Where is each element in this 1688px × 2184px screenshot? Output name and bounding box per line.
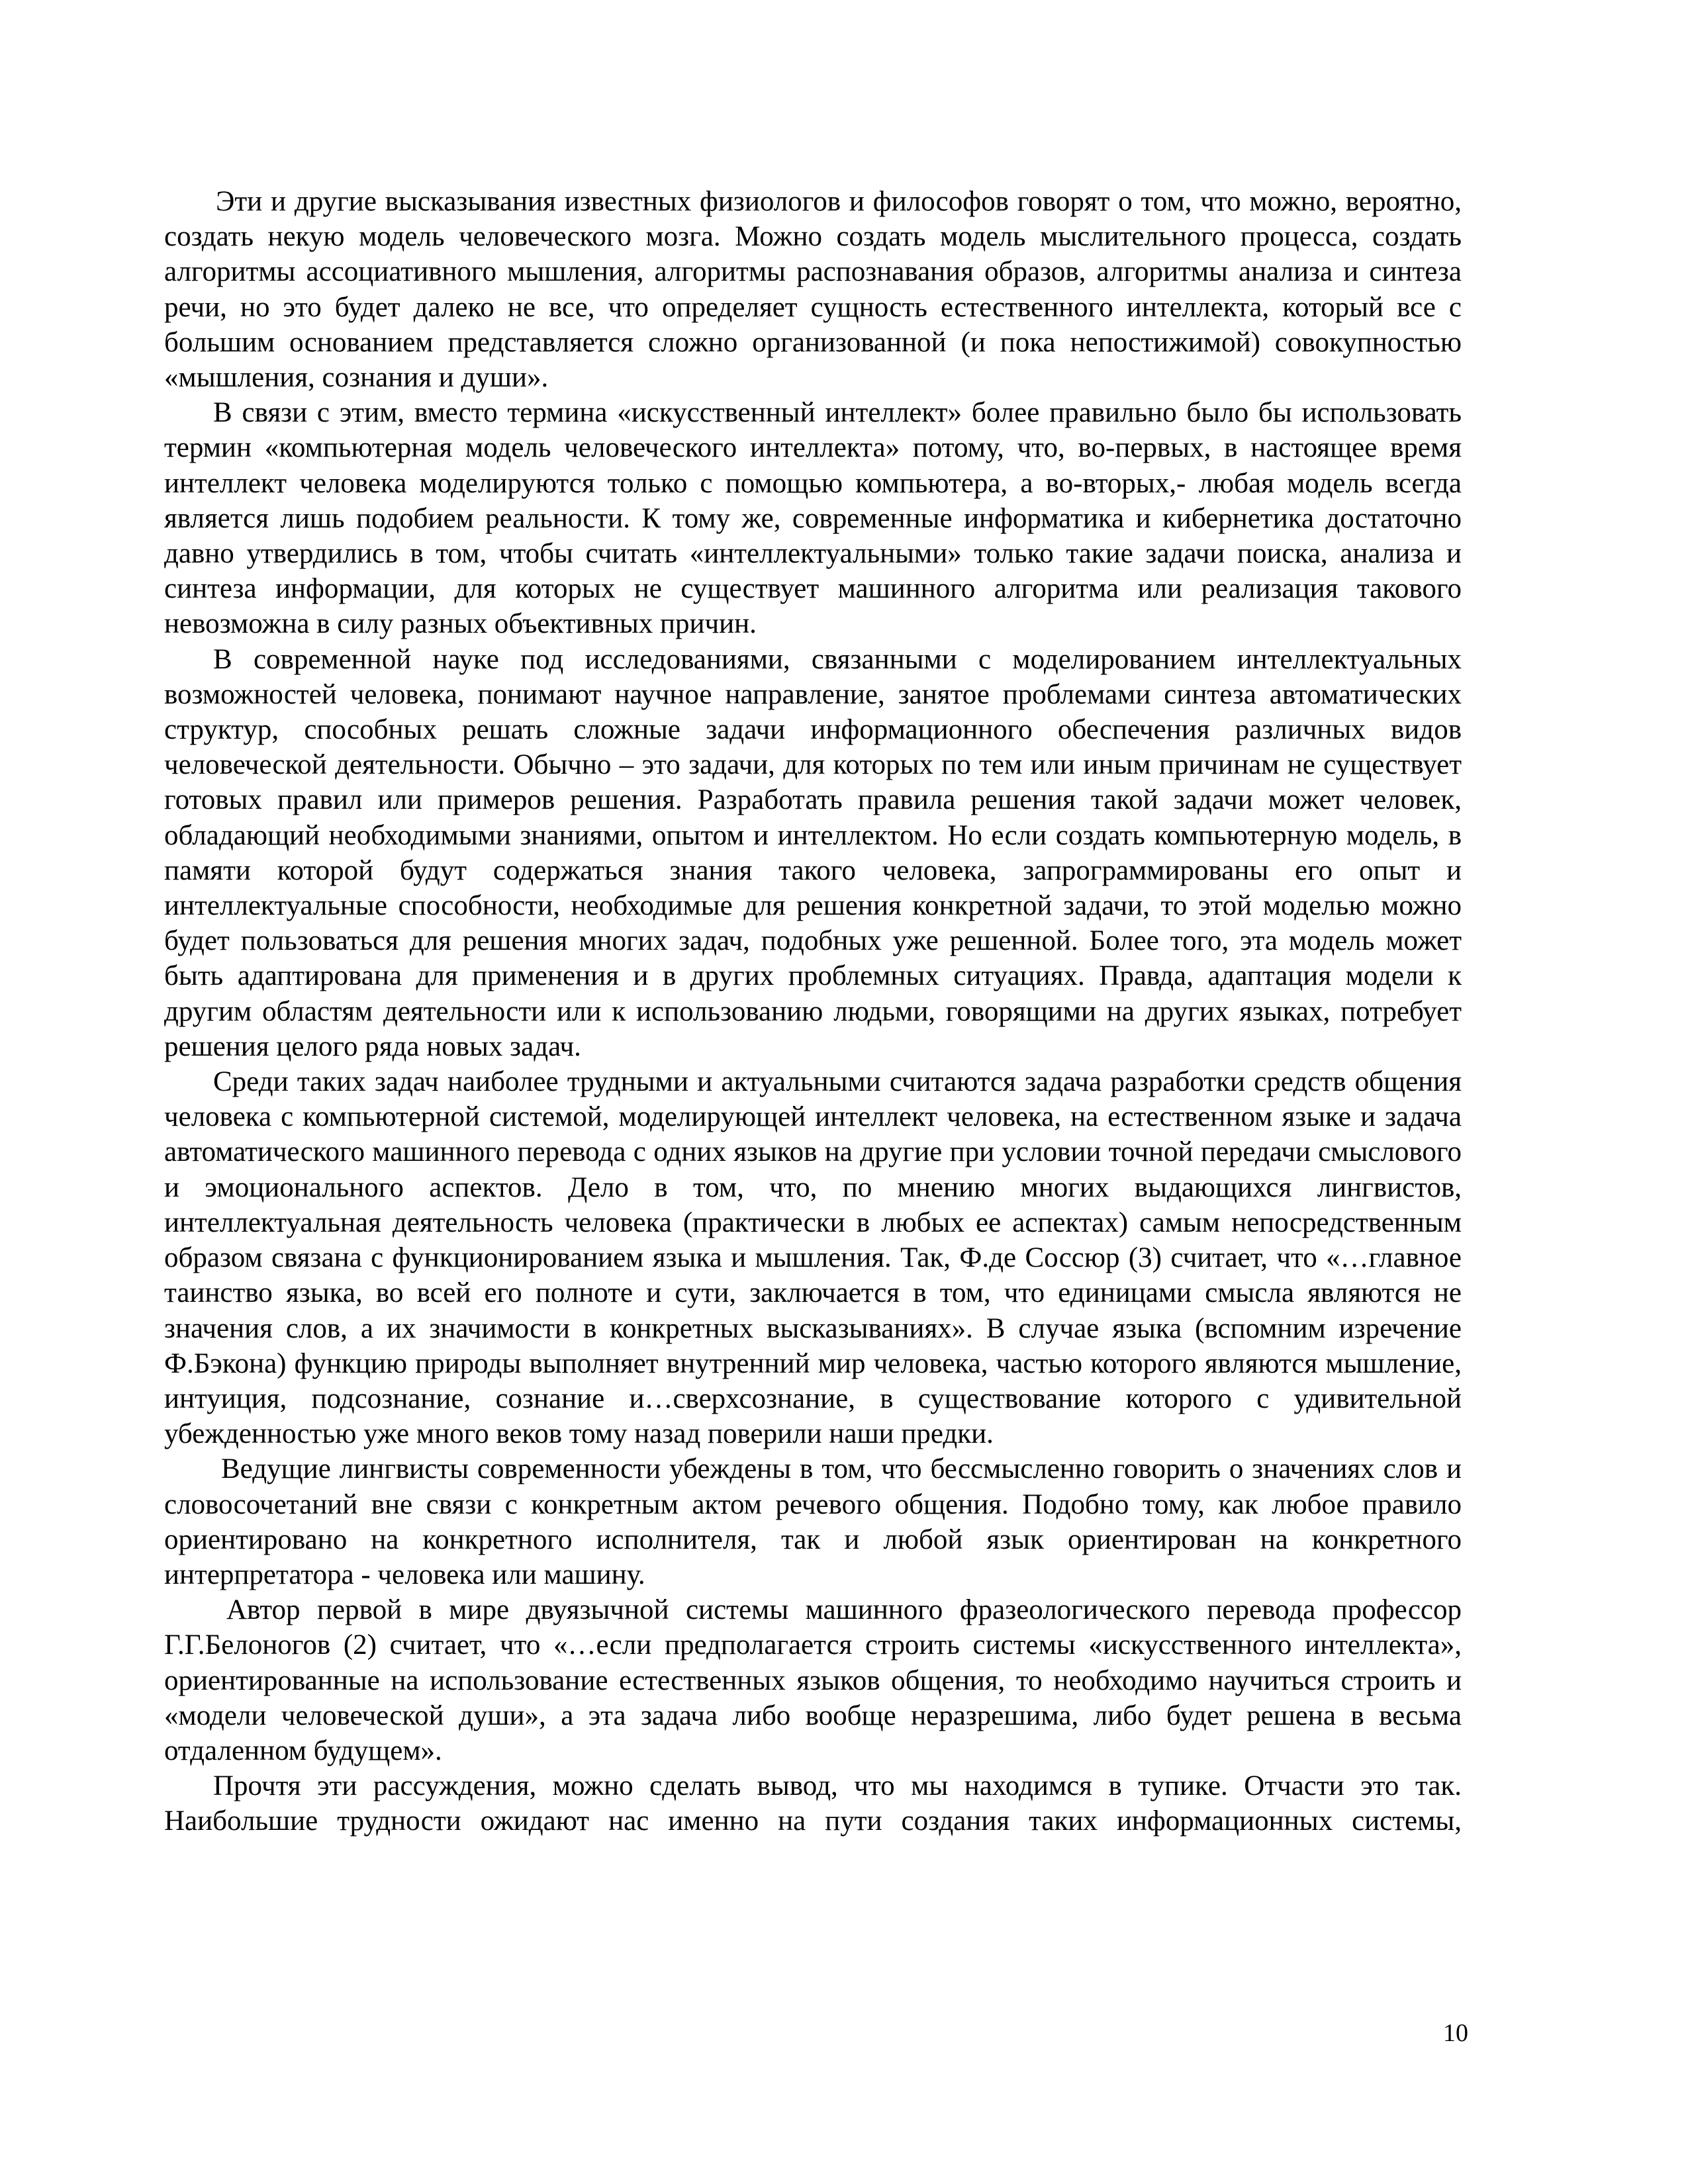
paragraph-4: Среди таких задач наиболее трудными и актуальными считаются задача разработки средств общения человека с компьютерной системой, моделирующей интеллект человека, на естественном языке и задача автоматического машинного перевода с одних языков на другие при условии точной передачи смыслового и эмоционального аспектов. Дело в том, что, по мнению многих выдающихся лингвистов, интеллектуальная деятельность человека (практически в любых ее аспектах) самым непосредственным образом связана с функционированием языка и мышления. Так, Ф.де Соссюр (3) считает, что «…главное таинство языка, во всей его полноте и сути, заключается в том, что единицами смысла являются не значения слов, а их значимости в конкретных высказываниях». В случае языка (вспомним изречение Ф.Бэкона) функцию природы выполняет внутренний мир человека, частью которого являются мышление, интуиция, подсознание, сознание и…сверхсознание, в существование которого с удивительной убежденностью уже много веков тому назад поверили наши предки. — [164, 1066, 1462, 1450]
paragraph-3: В современной науке под исследованиями, связанными с моделированием интеллектуальных возможностей человека, понимают научное направление, занятое проблемами синтеза автоматических структур, способных решать сложные задачи информационного обеспечения различных видов человеческой деятельности. Обычно – это задачи, для которых по тем или иным причинам не существует готовых правил или примеров решения. Разработать правила решения такой задачи может человек, обладающий необходимыми знаниями, опытом и интеллектом. Но если создать компьютерную модель, в памяти которой будут содержаться знания такого человека, запрограммированы его опыт и интеллектуальные способности, необходимые для решения конкретной задачи, то этой моделью можно будет пользоваться для решения многих задач, подобных уже решенной. Более того, эта модель может быть адаптирована для применения и в других проблемных ситуациях. Правда, адаптация модели к другим областям деятельности или к использованию людьми, говорящими на других языках, потребует решения целого ряда новых задач. — [164, 643, 1462, 1062]
paragraph-5: Ведущие лингвисты современности убеждены в том, что бессмысленно говорить о значениях слов и словосочетаний вне связи с конкретным актом речевого общения. Подобно тому, как любое правило ориентировано на конкретного исполнителя, так и любой язык ориентирован на конкретного интерпретатора - человека или машину. — [164, 1453, 1462, 1590]
paragraph-1: Эти и другие высказывания известных физиологов и философов говорят о том, что можно, вероятно, создать некую модель человеческого мозга. Можно создать модель мыслительного процесса, создать алгоритмы ассоциативного мышления, алгоритмы распознавания образов, алгоритмы анализа и синтеза речи, но это будет далеко не все, что определяет сущность естественного интеллекта, который все с большим основанием представляется сложно организованной (и пока непостижимой) совокупностью «мышления, сознания и души». — [164, 186, 1462, 394]
body-text — [164, 184, 1462, 1839]
paragraph-7: Прочтя эти рассуждения, можно сделать вывод, что мы находимся в тупике. Отчасти это так. Наибольшие трудности ожидают нас именно на пути создания таких информационных системы, — [164, 1770, 1462, 1837]
paragraph-2: В связи с этим, вместо термина «искусственный интеллект» более правильно было бы использовать термин «компьютерная модель человеческого интеллекта» потому, что, во-первых, в настоящее время интеллект человека моделируются только с помощью компьютера, а во-вторых,- любая модель всегда является лишь подобием реальности. К тому же, современные информатика и кибернетика достаточно давно утвердились в том, чтобы считать «интеллектуальными» только такие задачи поиска, анализа и синтеза информации, для которых не существует машинного алгоритма или реализация такового невозможна в силу разных объективных причин. — [164, 397, 1462, 640]
page-number: 10 — [1443, 2019, 1468, 2047]
paragraph-6: Автор первой в мире двуязычной системы машинного фразеологического перевода профессор Г.Г.Белоногов (2) считает, что «…если предполагается строить системы «искусственного интеллекта», ориентированные на использование естественных языков общения, то необходимо научиться строить и «модели человеческой души», а эта задача либо вообще неразрешима, либо будет решена в весьма отдаленном будущем». — [164, 1594, 1462, 1766]
